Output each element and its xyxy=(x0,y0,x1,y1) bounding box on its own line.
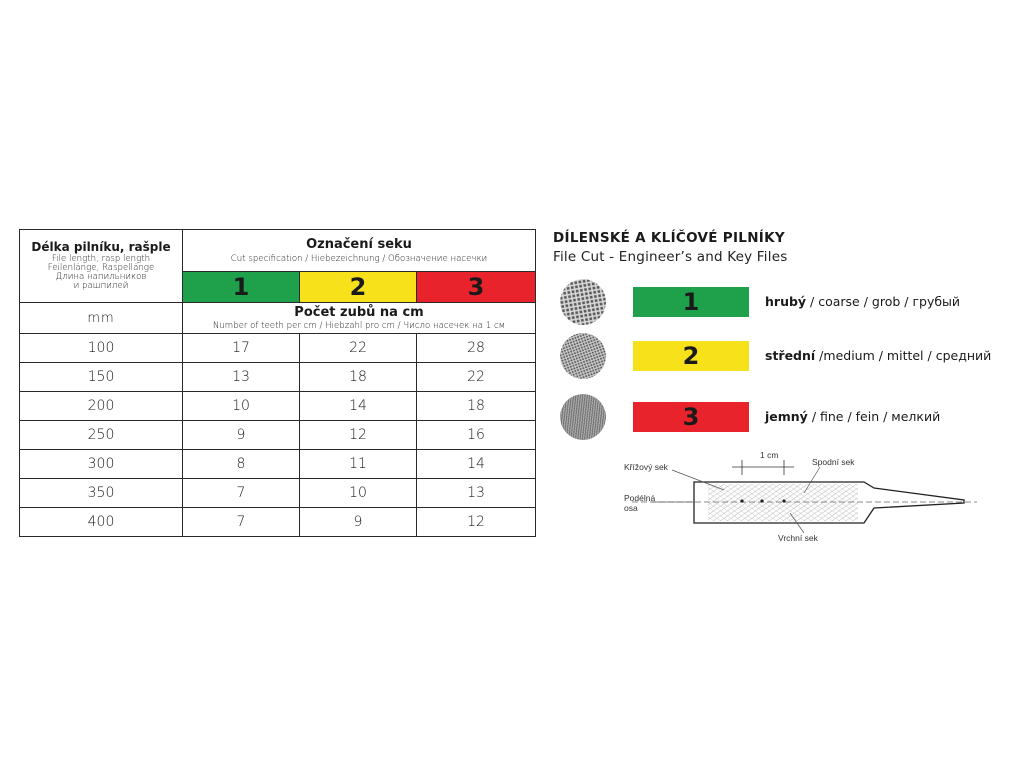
length-column-header xyxy=(20,230,183,303)
table-row xyxy=(20,421,536,450)
length-cell: 300 xyxy=(20,450,183,479)
cut-1-description xyxy=(765,294,960,309)
length-cell: 100 xyxy=(20,334,183,363)
cut-1-value: 7 xyxy=(183,508,300,537)
cut-2-translations: /medium / mittel / средний xyxy=(815,348,992,363)
table-row xyxy=(20,450,536,479)
length-cell: 350 xyxy=(20,479,183,508)
cross-cut-label: Křížový sek xyxy=(624,462,668,472)
axis-label-line2: osa xyxy=(624,503,638,513)
cut-2-value: 11 xyxy=(300,450,417,479)
teeth-header-subtitle: Number of teeth per cm / Hiebzahl pro cm / Число насечек на 1 см xyxy=(212,321,506,331)
length-cell: 150 xyxy=(20,363,183,392)
cut-3-translations: / fine / fein / мелкий xyxy=(807,409,941,424)
cut-3-badge: 3 xyxy=(633,402,749,432)
coarse-texture-icon xyxy=(560,279,606,325)
cut-legend-item-fine xyxy=(560,394,1020,444)
cut-1-value: 13 xyxy=(183,363,300,392)
table-row xyxy=(20,334,536,363)
cut-2-header: 2 xyxy=(300,271,417,302)
unit-cell: mm xyxy=(20,303,183,334)
cut-1-name: hrubý xyxy=(765,294,807,309)
cut-1-translations: / coarse / grob / грубый xyxy=(806,294,961,309)
cut-1-header: 1 xyxy=(183,271,300,302)
cut-3-value: 14 xyxy=(417,450,536,479)
cut-3-value: 22 xyxy=(417,363,536,392)
cut-1-value: 9 xyxy=(183,421,300,450)
cut-spec-subtitle: Cut specification / Hiebezeichnung / Обозначение насечки xyxy=(230,253,488,264)
cut-2-name: střední xyxy=(765,348,816,363)
length-header-ru-2: и рашпилей xyxy=(73,280,129,291)
length-header-ru-1: Длина напильников xyxy=(55,271,147,282)
cut-1-value: 10 xyxy=(183,392,300,421)
cut-3-value: 13 xyxy=(417,479,536,508)
length-cell: 200 xyxy=(20,392,183,421)
cut-2-value: 12 xyxy=(300,421,417,450)
scale-label: 1 cm xyxy=(760,450,779,460)
cut-3-value: 12 xyxy=(417,508,536,537)
legend-title: DÍLENSKÉ A KLÍČOVÉ PILNÍKY xyxy=(553,230,785,246)
lower-cut-hatch xyxy=(708,484,858,521)
legend-subtitle: File Cut - Engineer’s and Key Files xyxy=(553,249,788,265)
cut-2-value: 22 xyxy=(300,334,417,363)
cut-3-value: 16 xyxy=(417,421,536,450)
cut-2-value: 10 xyxy=(300,479,417,508)
cut-1-value: 8 xyxy=(183,450,300,479)
cut-2-value: 14 xyxy=(300,392,417,421)
cut-spec-header xyxy=(183,230,536,272)
cut-3-value: 28 xyxy=(417,334,536,363)
cut-spec-title: Označení seku xyxy=(306,236,412,252)
medium-texture-icon xyxy=(560,333,606,379)
file-specification-table xyxy=(19,229,536,537)
cut-legend-item-medium xyxy=(560,333,1020,383)
cut-legend-item-coarse xyxy=(560,279,1020,329)
lower-cut-label: Spodní sek xyxy=(812,457,855,467)
length-cell: 250 xyxy=(20,421,183,450)
cut-1-value: 17 xyxy=(183,334,300,363)
length-header-en: File length, rasp length xyxy=(51,253,151,264)
cut-3-description xyxy=(765,409,940,424)
cut-3-name: jemný xyxy=(765,409,808,424)
table-row xyxy=(20,508,536,537)
upper-cut-label: Vrchní sek xyxy=(778,533,818,543)
teeth-header-title: Počet zubů na cm xyxy=(294,305,424,320)
table-row xyxy=(20,392,536,421)
fine-texture-icon xyxy=(560,394,606,440)
table-row xyxy=(20,363,536,392)
cut-1-badge: 1 xyxy=(633,287,749,317)
file-cut-diagram xyxy=(612,445,982,550)
cut-2-value: 9 xyxy=(300,508,417,537)
cut-3-value: 18 xyxy=(417,392,536,421)
table-row xyxy=(20,479,536,508)
cut-2-description xyxy=(765,348,991,363)
cut-2-badge: 2 xyxy=(633,341,749,371)
cut-3-header: 3 xyxy=(417,271,536,302)
cut-1-value: 7 xyxy=(183,479,300,508)
length-header-title: Délka pilníku, rašple xyxy=(31,240,171,255)
length-header-de: Feilenlänge, Raspellänge xyxy=(47,262,155,273)
axis-label-line1: Podélná xyxy=(624,493,656,503)
cut-2-value: 18 xyxy=(300,363,417,392)
length-cell: 400 xyxy=(20,508,183,537)
teeth-per-cm-header xyxy=(183,303,536,334)
